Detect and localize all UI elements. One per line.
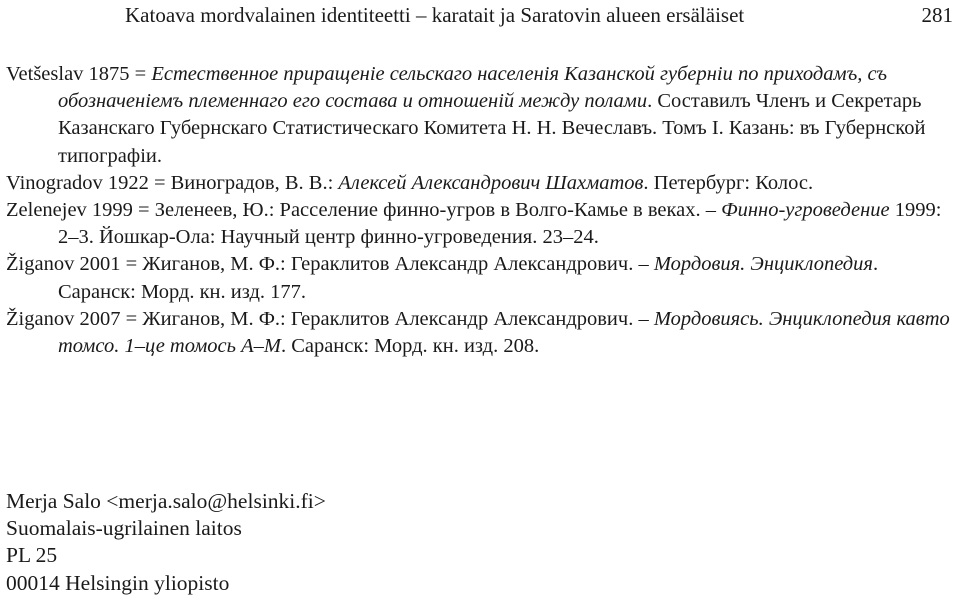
ref-title-italic: Мордовиясь. Энциклопедия кавто томсо. 1–це томось А–М (58, 307, 950, 358)
running-header-title: Katoava mordvalainen identiteetti – karatait ja Saratovin alueen ersäläiset (125, 3, 745, 27)
ref-title-italic: Естественное приращеніе сельскаго населенія Казанской губерніи по приходамъ, съ обозначеніемъ племеннаго его состава и отношеній между полами (58, 63, 887, 113)
ref-text: Žiganov 2001 = Жиганов, М. Ф.: Гераклитов Александр Александрович. – (6, 253, 654, 276)
ref-title-italic: Финно-угроведение (721, 199, 890, 222)
author-name-email: Merja Salo <merja.salo@helsinki.fi> (6, 489, 326, 513)
reference-entry (6, 170, 956, 197)
author-department: Suomalais-ugrilainen laitos (6, 516, 242, 541)
ref-text: . Петербург: Колос. (643, 171, 814, 194)
ref-text: Vetšeslav 1875 = (6, 63, 152, 85)
page-number: 281 (921, 3, 953, 27)
ref-text: 1999: 2–3. Йошкар-Ола: Научный центр финно-угроведения. 23–24. (58, 199, 942, 249)
reference-entry (6, 197, 956, 251)
reference-entry (6, 251, 956, 305)
ref-title-italic: Алексей Александрович Шахматов (338, 171, 644, 194)
ref-text: . Составилъ Членъ и Секретарь Казанскаго Губернскаго Статистическаго Комитета Н. Н. Вечеславъ. Томъ I. Казань: въ Губернской типографіи. (58, 90, 926, 167)
reference-entry (6, 306, 956, 360)
ref-title-italic: Мордовия. Энциклопедия (653, 253, 873, 276)
ref-text: Zelenejev 1999 = Зеленеев, Ю.: Расселение финно-угров в Волго-Камье в веках. – (6, 199, 722, 222)
reference-list (6, 61, 956, 360)
reference-entry (6, 61, 956, 170)
ref-text: . Саранск: Морд. кн. изд. 177. (58, 253, 879, 303)
author-address (6, 488, 326, 597)
ref-text: Žiganov 2007 = Жиганов, М. Ф.: Гераклитов Александр Александрович. – (6, 307, 654, 330)
author-po-box: PL 25 (6, 543, 58, 568)
ref-text: . Саранск: Морд. кн. изд. 208. (280, 335, 540, 358)
ref-text: Vinogradov 1922 = Виноградов, В. В.: (6, 171, 339, 194)
author-postal-city: 00014 Helsingin yliopisto (6, 570, 230, 595)
